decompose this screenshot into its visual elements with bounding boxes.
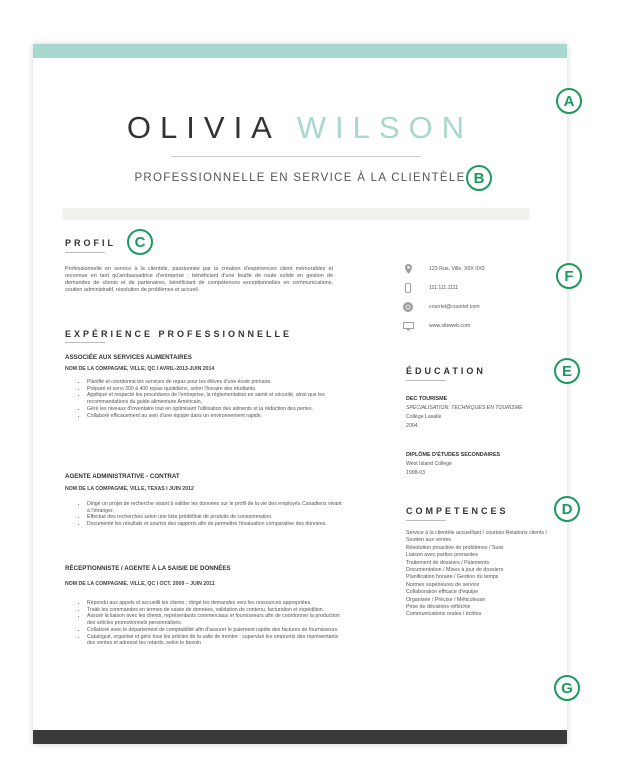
callout-badge-g: G xyxy=(554,675,580,701)
contact-address-text: 123 Rue, Ville, X0X 0X0 xyxy=(429,266,485,272)
list-item: Prise de décisions réfléchie xyxy=(406,604,471,611)
list-item: • Assuré la liaison avec les clients, représentants commerciaux et fournisseurs afin de coordonner la production des articles promotionnels personnalisés. xyxy=(87,613,343,626)
job-bullets-2 xyxy=(77,501,343,528)
job-bullets-3 xyxy=(77,600,343,647)
header-band xyxy=(63,208,529,220)
contact-email-text: courriel@courriel.com xyxy=(429,304,480,310)
job-meta-3: NOM DE LA COMPAGNIE, VILLE, QC I OCT. 2009 – JUIN 2011 xyxy=(65,581,215,587)
location-pin-icon xyxy=(401,263,415,275)
list-item: • Documenté les résultats et soumis des rapports afin de permettre l'évaluation comparative des données. xyxy=(87,521,343,528)
name-divider xyxy=(171,156,421,157)
monitor-icon xyxy=(401,320,415,332)
job-subtitle: PROFESSIONNELLE EN SERVICE À LA CLIENTÈLE xyxy=(134,172,466,184)
callout-badge-f: F xyxy=(556,263,582,289)
list-item: • Collaboré efficacement au sein d'une équipe dans un environnement rapide. xyxy=(87,413,343,420)
list-item: • Collaboré avec le département de comptabilité afin d'assurer le paiement rapide des factures de fournisseurs. xyxy=(87,627,343,634)
job-meta-2: NOM DE LA COMPAGNIE, VILLE, TEXAS I JUIN 2012 xyxy=(65,486,194,492)
list-item: • Dirigé un projet de recherche visant à valider les données sur le profil de la vie des employés Canadiens vivant à l'étranger. xyxy=(87,501,343,514)
last-name: WILSON xyxy=(296,110,474,145)
callout-badge-b: B xyxy=(466,165,492,191)
education-title-1: DEC TOURISME xyxy=(406,396,448,402)
list-item: • Répondu aux appels et accueilli les clients ; dirigé les demandes vers les ressources appropriées. xyxy=(87,600,343,607)
list-item: Résolution proactive de problèmes / Suivi xyxy=(406,544,504,551)
education-line: West Island College xyxy=(406,461,453,467)
bottom-accent-bar xyxy=(33,730,567,744)
skills-heading: COMPETENCES xyxy=(406,506,509,516)
education-title-2: DIPLÔME D'ÉTUDES SECONDAIRES xyxy=(406,452,501,458)
list-item: • Catalogué, organisé et géré tous les articles de la salle de montre ; supervisé les emprunts des représentants des ventes et adressé les retards, selon le besoin xyxy=(87,634,343,647)
mobile-phone-icon xyxy=(401,282,415,294)
experience-rule xyxy=(65,342,105,343)
education-rule xyxy=(406,380,446,381)
list-item: Traitement de dossiers / Paiements xyxy=(406,559,490,566)
list-item: Normes supérieures de service xyxy=(406,581,480,588)
skills-rule xyxy=(406,520,446,521)
contact-website xyxy=(401,320,470,332)
job-title-1: ASSOCIÉE AUX SERVICES ALIMENTAIRES xyxy=(65,354,192,361)
job-title-3: RÉCEPTIONNISTE / AGENTE À LA SAISIE DE DONNÉES xyxy=(65,565,231,572)
education-line: 1998-03 xyxy=(406,470,426,476)
list-item: • Traité les commandes en termes de saisie de données, validation de contenu, facturation et expédition. xyxy=(87,607,343,614)
education-heading: ÉDUCATION xyxy=(406,366,486,376)
profile-rule xyxy=(65,252,105,253)
list-item: Liaison avec parties prenantes xyxy=(406,552,478,559)
list-item: Planification horaire / Gestion du temps xyxy=(406,574,499,581)
list-item: Organisée / Précise / Méticuleuse xyxy=(406,596,486,603)
education-line: 2004 xyxy=(406,423,418,429)
job-meta-1: NOM DE LA COMPAGNIE, VILLE, QC I AVRIL-2013-JUIN 2014 xyxy=(65,366,215,372)
callout-badge-a: A xyxy=(556,88,582,114)
candidate-name xyxy=(33,110,567,146)
profile-text: Professionnelle en service à la clientèle, passionnée par la création d'expériences client mémorables et reconnue en tant qu'ambassadrice d'entreprise ; bénéficiant d'une feuille de route solide en gestion de demandes de clients et de partenaires, bénéficiant de compétences exceptionnelles en communications, soutien administratif, résolution de problèmes et accueil. xyxy=(65,266,333,293)
list-item: Documentation / Mises à jour de dossiers xyxy=(406,567,504,574)
list-item: • Appliqué et respecté les procédures de l'entreprise, la réglementation en santé et sécurité, ainsi que les recommandations du guide alimentaire Américain. xyxy=(87,392,343,405)
experience-heading: EXPÉRIENCE PROFESSIONNELLE xyxy=(65,329,293,339)
contact-address xyxy=(401,263,485,275)
list-item: • Planifié et coordonné les services de repas pour les élèves d'une école primaire. xyxy=(87,379,343,386)
job-bullets-1 xyxy=(77,379,343,419)
contact-phone xyxy=(401,282,458,294)
education-line: SPÉCIALISATION: TECHNIQUES EN TOURISME xyxy=(406,405,523,411)
job-title-2: AGENTE ADMINISTRATIVE - CONTRAT xyxy=(65,473,180,480)
list-item: • Préparé et servi 300 à 400 repas quotidiens, selon l'horaire des étudiants. xyxy=(87,386,343,393)
education-line: Collège Lasalle xyxy=(406,414,442,420)
list-item: Collaboration efficace d'équipe xyxy=(406,589,479,596)
skills-list xyxy=(406,530,566,619)
callout-badge-c: C xyxy=(127,229,153,255)
email-circle-icon xyxy=(401,301,415,313)
profile-heading: PROFIL xyxy=(65,238,116,248)
list-item: • Effectué des recherches selon une liste prédéfinie de produits de consommation. xyxy=(87,514,343,521)
contact-email xyxy=(401,301,480,313)
resume-page xyxy=(33,44,567,744)
contact-phone-text: 111.111.1111 xyxy=(429,285,459,291)
contact-website-text: www.siteweb.com xyxy=(429,323,471,329)
first-name: OLIVIA xyxy=(126,110,280,145)
list-item: Service à la clientèle accueillant / courtois Relations clients / Soutien aux ventes xyxy=(406,530,548,544)
callout-badge-d: D xyxy=(554,496,580,522)
list-item: • Géré les niveaux d'inventaire tout en optimisant l'utilisation des aliments et la réduction des pertes. xyxy=(87,406,343,413)
list-item: Communications orales / écrites xyxy=(406,611,482,618)
top-accent-bar xyxy=(33,44,567,58)
callout-badge-e: E xyxy=(554,358,580,384)
